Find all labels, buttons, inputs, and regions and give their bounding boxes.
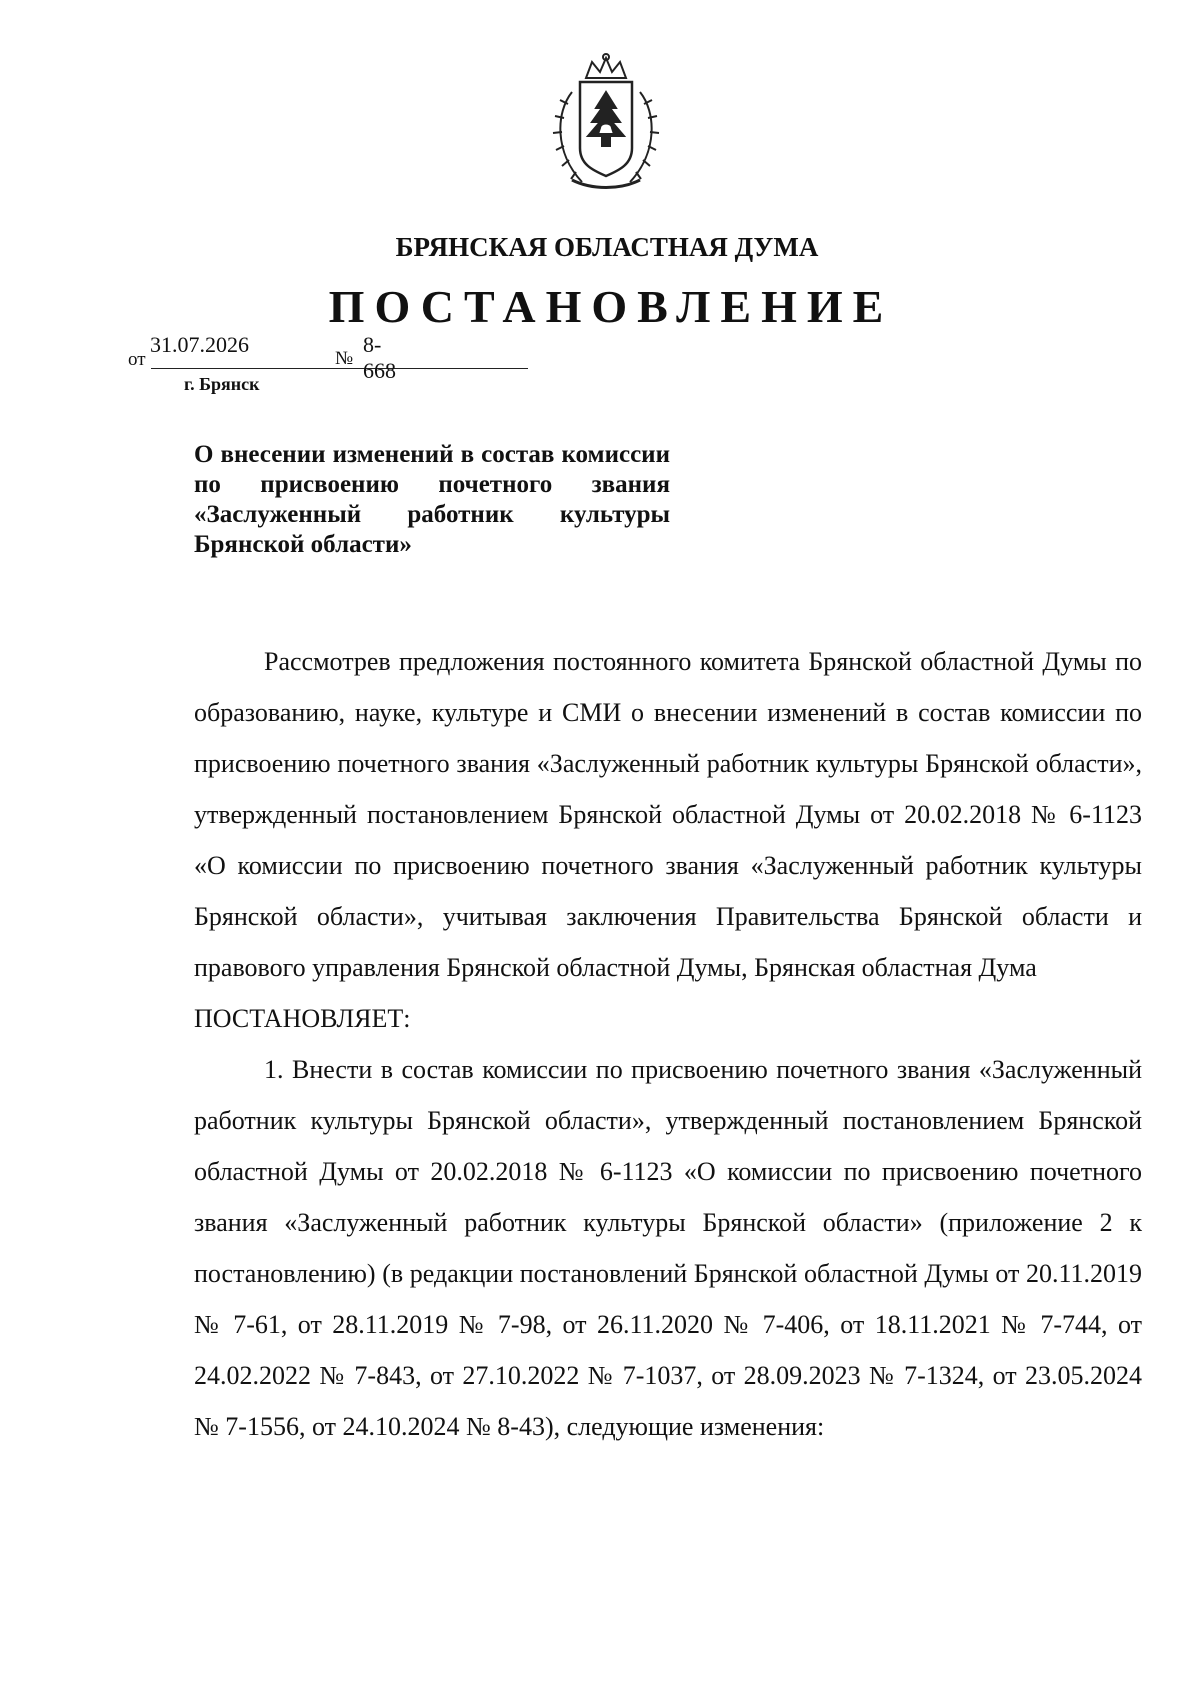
coat-of-arms-emblem	[542, 52, 670, 196]
city: г. Брянск	[184, 374, 260, 394]
organization-name: БРЯНСКАЯ ОБЛАСТНАЯ ДУМА	[395, 232, 819, 262]
resolves-line: ПОСТАНОВЛЯЕТ:	[194, 1004, 411, 1033]
preamble-paragraph: Рассмотрев предложения постоянного комитета Брянской областной Думы по образованию, науке, культуре и СМИ о внесении изменений в состав комиссии по присвоению почетного звания «Заслуженный работник культуры Брянской области», утвержденный постановлением Брянской областной Думы от 20.02.2018 № 6-1123 «О комиссии по присвоению почетного звания «Заслуженный работник культуры Брянской области», учитывая заключения Правительства Брянской области и правового управления Брянской областной Думы, Брянская областная Дума	[194, 647, 1142, 982]
document-number: 8-668	[363, 332, 396, 383]
date-prefix: от	[128, 349, 146, 370]
document-date: 31.07.2026	[150, 332, 249, 357]
item-1-paragraph: 1. Внести в состав комиссии по присвоению почетного звания «Заслуженный работник культуры Брянской области», утвержденный постановлением Брянской областной Думы от 20.02.2018 № 6-1123 «О комиссии по присвоению почетного звания «Заслуженный работник культуры Брянской области» (приложение 2 к постановлению) (в редакции постановлений Брянской областной Думы от 20.11.2019 № 7-61, от 28.11.2019 № 7-98, от 26.11.2020 № 7-406, от 18.11.2021 № 7-744, от 24.02.2022 № 7-843, от 27.10.2022 № 7-1037, от 28.09.2023 № 7-1324, от 23.05.2024 № 7-1556, от 24.10.2024 № 8-43), следующие изменения:	[194, 1055, 1142, 1441]
number-prefix: №	[335, 348, 354, 369]
document-body	[194, 636, 1142, 1452]
document-subject: О внесении изменений в состав комиссии по присвоению почетного звания «Заслуженный работник культуры Брянской области»	[194, 441, 670, 558]
document-type-title: ПОСТАНОВЛЕНИЕ	[328, 281, 894, 332]
